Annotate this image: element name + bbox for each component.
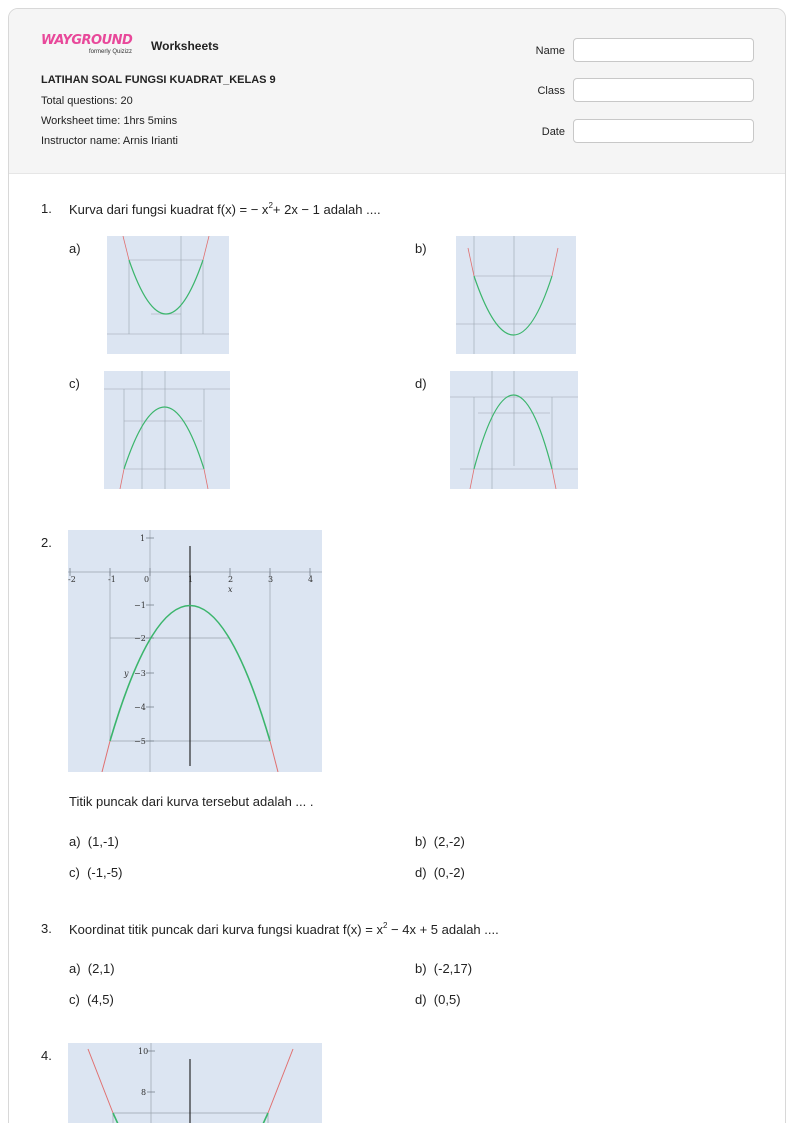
q2-xtick-6: 4 <box>308 575 314 584</box>
option-2d[interactable]: d) (0,-2) <box>415 865 465 880</box>
question-2-text: Titik puncak dari kurva tersebut adalah ... . <box>69 794 314 809</box>
option-1c-label[interactable]: c) <box>69 376 80 391</box>
name-field[interactable] <box>573 38 754 62</box>
option-3b[interactable]: b) (-2,17) <box>415 961 473 976</box>
q2-ytick-3: −3 <box>134 669 146 678</box>
worksheet-time: Worksheet time: 1hrs 5mins <box>41 115 178 127</box>
q2-xtick-3: 1 <box>188 575 194 584</box>
option-2a[interactable]: a) (1,-1) <box>69 834 119 849</box>
option-1b-label[interactable]: b) <box>415 241 427 256</box>
class-field[interactable] <box>573 78 754 102</box>
option-1d-graph[interactable] <box>450 371 578 489</box>
option-3d[interactable]: d) (0,5) <box>415 992 461 1007</box>
worksheet-title: LATIHAN SOAL FUNGSI KUADRAT_KELAS 9 <box>41 74 276 86</box>
question-2-number: 2. <box>41 535 52 550</box>
name-label: Name <box>535 45 565 57</box>
q2-ytick-5: −5 <box>134 737 146 746</box>
option-1a-label[interactable]: a) <box>69 241 81 256</box>
q2-ytick-2: −2 <box>134 634 146 643</box>
date-label: Date <box>541 126 565 138</box>
question-2-graph <box>68 530 322 772</box>
worksheet-header <box>9 9 786 174</box>
option-1b-graph[interactable] <box>456 236 576 354</box>
date-field[interactable] <box>573 119 754 143</box>
q2-ytick-1: −1 <box>134 601 146 610</box>
option-3a[interactable]: a) (2,1) <box>69 961 115 976</box>
logo-wordmark: WAYGROUND <box>41 33 133 48</box>
option-3c[interactable]: c) (4,5) <box>69 992 114 1007</box>
class-label: Class <box>537 85 565 97</box>
question-4-graph <box>68 1043 322 1123</box>
q2-xtick-5: 3 <box>268 575 274 584</box>
option-1c-graph[interactable] <box>104 371 230 489</box>
q2-xtick-4: 2 <box>228 575 234 584</box>
option-1d-label[interactable]: d) <box>415 376 427 391</box>
brand-label: Worksheets <box>151 39 219 53</box>
question-3-text: Koordinat titik puncak dari kurva fungsi kuadrat $f(x) = x^2 - 4x + 5$ adalah .... <box>69 921 499 937</box>
q2-x-axis-label: x <box>228 585 233 594</box>
logo-subtitle: formerly Quizizz <box>89 49 133 55</box>
q4-ytick-1: 8 <box>141 1088 147 1097</box>
question-1-text: Kurva dari fungsi kuadrat f(x) = − $x^2+ 2x - 1$ adalah .... <box>69 201 381 217</box>
total-questions: Total questions: 20 <box>41 95 133 107</box>
q2-xtick-1: -1 <box>108 575 116 584</box>
question-1-number: 1. <box>41 201 52 216</box>
q2-ytick-0: 1 <box>140 534 146 543</box>
q2-y-axis-label: y <box>124 669 129 678</box>
q2-xtick-0: -2 <box>68 575 76 584</box>
question-4-number: 4. <box>41 1048 52 1063</box>
instructor-name: Instructor name: Arnis Irianti <box>41 135 178 147</box>
option-2c[interactable]: c) (-1,-5) <box>69 865 123 880</box>
q2-ytick-4: −4 <box>134 703 146 712</box>
question-3-number: 3. <box>41 921 52 936</box>
q2-xtick-2: 0 <box>144 575 150 584</box>
wayground-logo <box>41 33 145 57</box>
q4-ytick-0: 10 <box>138 1047 149 1056</box>
worksheet <box>8 8 786 1123</box>
option-1a-graph[interactable] <box>107 236 229 354</box>
option-2b[interactable]: b) (2,-2) <box>415 834 465 849</box>
